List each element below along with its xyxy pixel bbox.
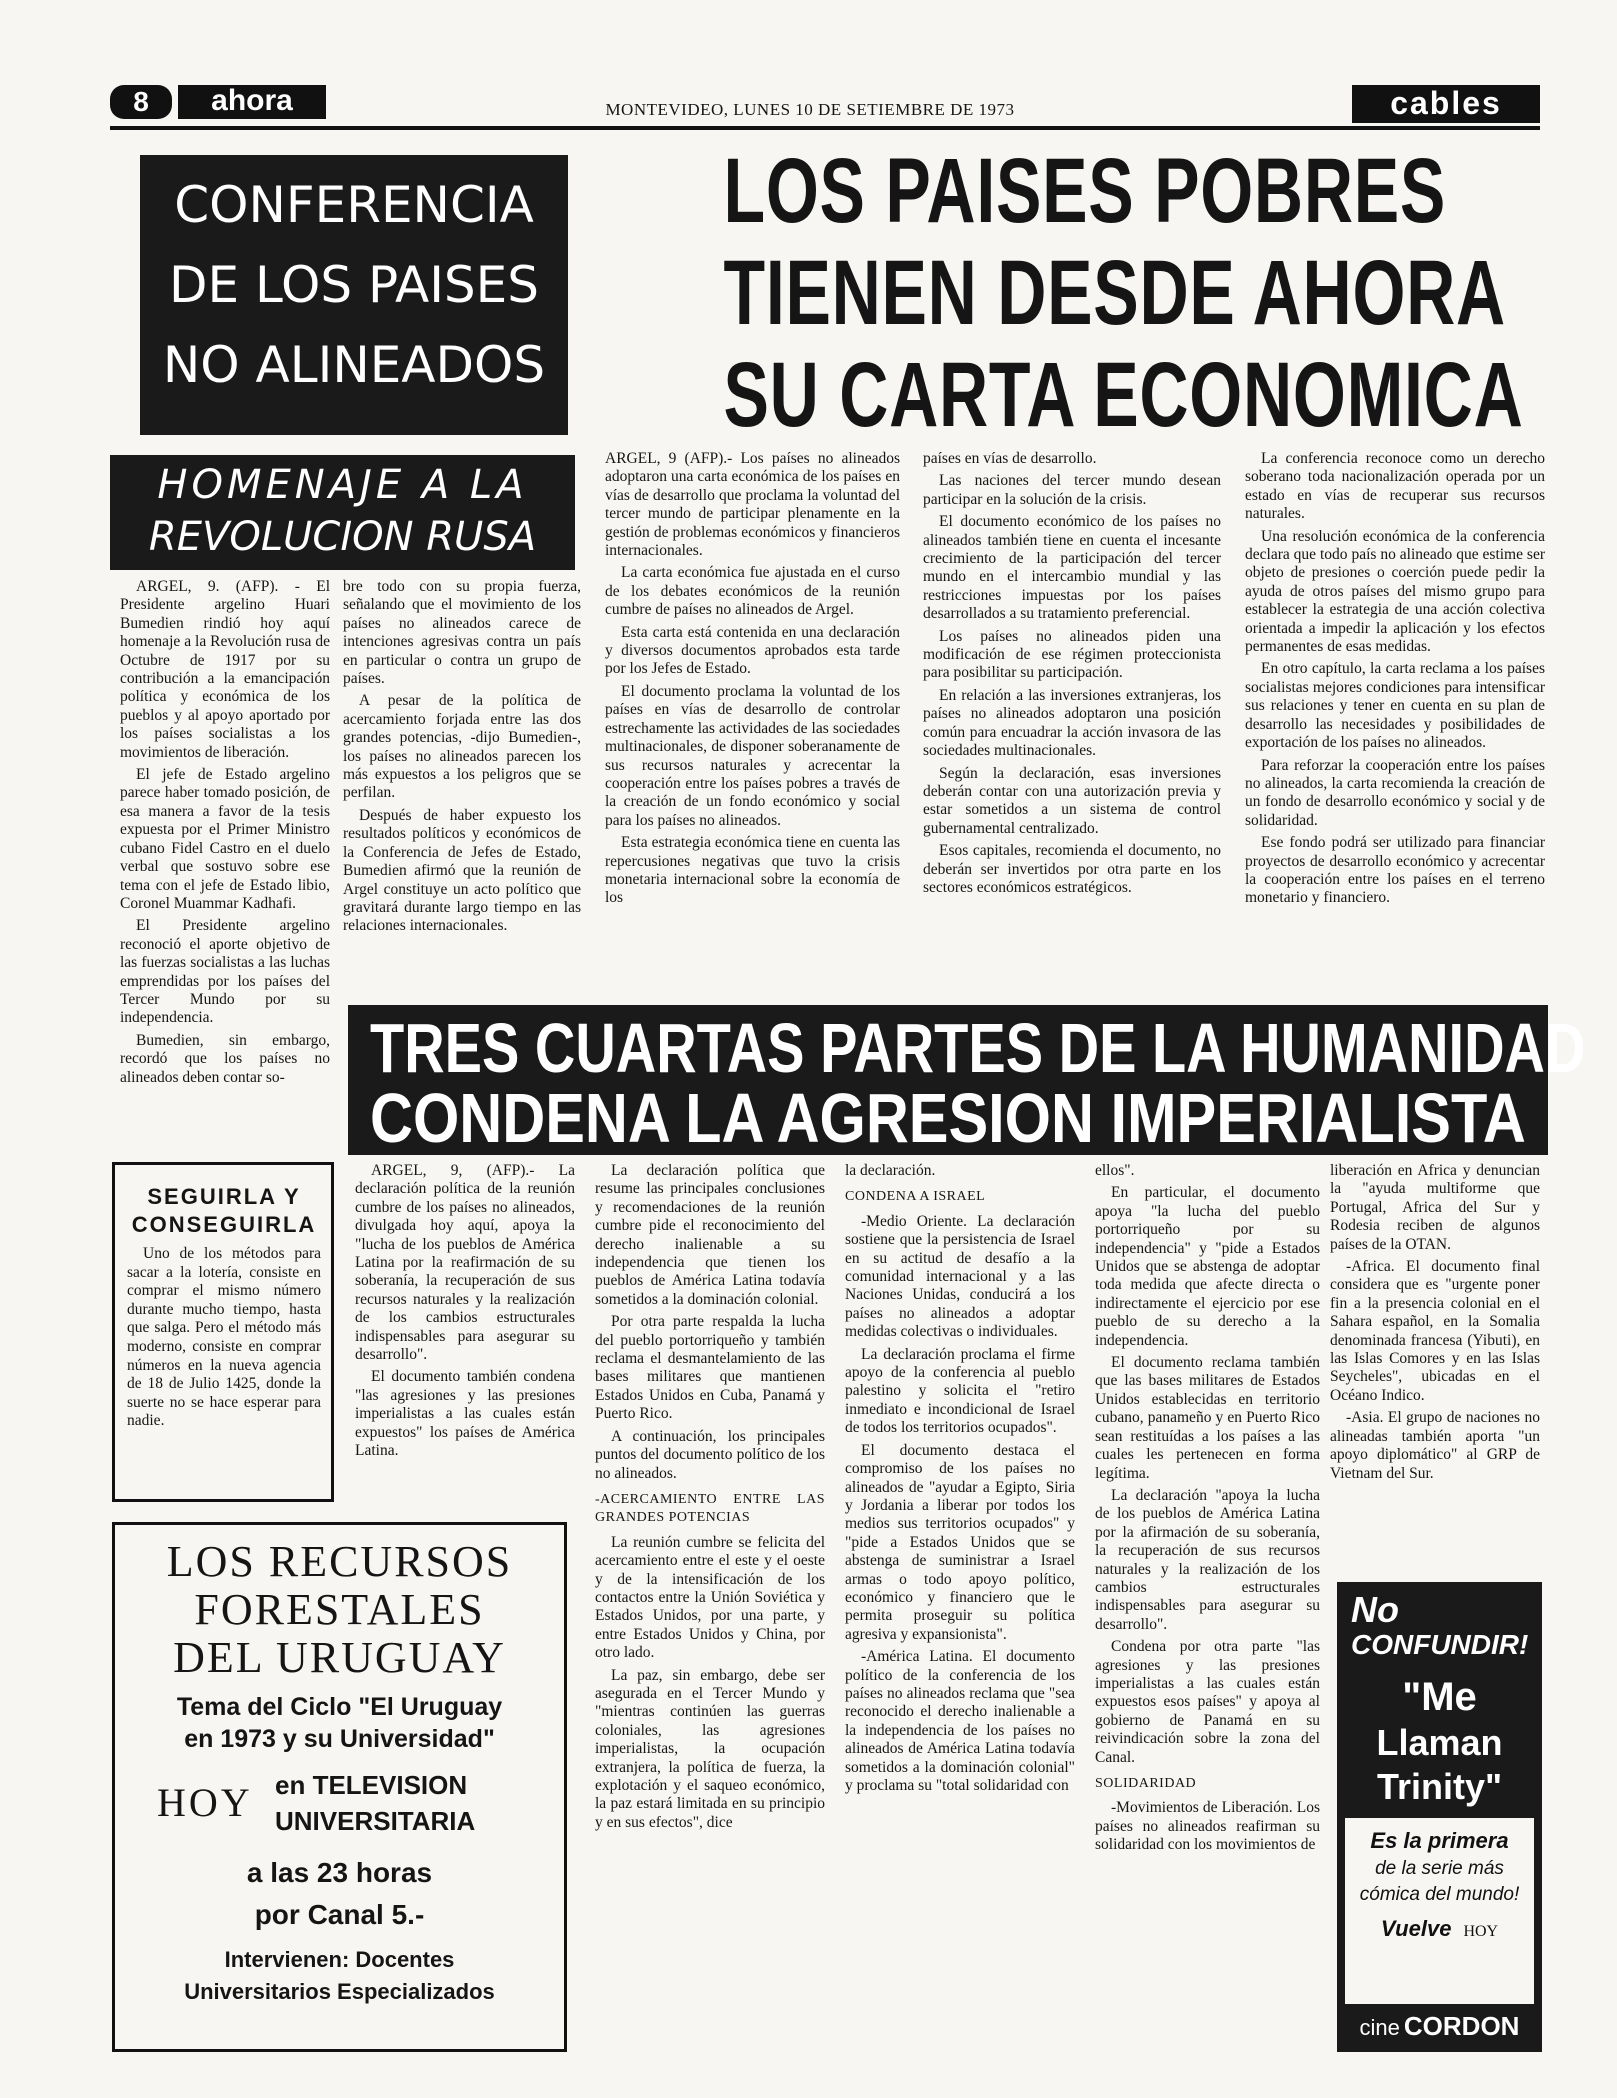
tres-cuartas-column-1 [355,1162,575,1522]
trinity-vuelve-line [1345,1914,1534,1947]
paragraph: liberación en Africa y denuncian la "ayuda multiforme que Portugal, Africa del Sur y Rodesia reciben de algunos países de la OTAN. [1330,1162,1540,1253]
recursos-canal: por Canal 5.- [254,1899,425,1930]
dateline: MONTEVIDEO, LUNES 10 DE SETIEMBRE DE 1973 [605,100,1015,119]
paragraph: La carta económica fue ajustada en el curso de los debates económicos de la reunión cumbre de países no alineados de Argel. [605,564,900,619]
paragraph: ellos". [1095,1162,1135,1179]
subhead-condena-israel: CONDENA A ISRAEL [845,1189,986,1205]
paragraph: El documento reclama también que las bases militares de Estados Unidos establecidas en territorio cubano, panameño y en Puerto Rico sean restituídas a los países a las cuales les pertenecen en forma legítima. [1095,1354,1320,1482]
trinity-hoy: HOY [1463,1923,1499,1940]
tres-cuartas-column-2 [595,1162,825,2052]
trinity-title: Trinity" [1376,1766,1503,1807]
paragraph: El documento proclama la voluntad de los países en vías de desarrollo de controlar estrechamente las actividades de las sociedades multinacionales, de disponer soberanamente de sus recursos naturales y acrecentar la cooperación entre los países pobres a través de la creación de un fondo económico y social para los países no alineados. [605,682,900,829]
paragraph: -Movimientos de Liberación. Los países no alineados reafirman su solidaridad con los movimientos de [1095,1799,1320,1854]
paragraph: países en vías de desarrollo. [923,450,1097,467]
trinity-no: No [1351,1589,1399,1630]
paragraph: Bumedien, sin embargo, recordó que los países no alineados deben contar so- [120,1031,330,1086]
paragraph: Después de haber expuesto los resultados políticos y económicos de la Conferencia de Jefes de Estado, Bumedien afirmó que la reunión de Argel constituye un acto político que gravitará durante largo tiempo en las relaciones internacionales. [343,806,581,935]
paragraph: Las naciones del tercer mundo desean participar en la solución de la crisis. [923,472,1221,508]
paragraph: El documento económico de los países no alineados también tiene en cuenta el incesante crecimiento de la participación del tercer mundo en el intercambio mundial y las restricciones impuestas por los países desarrollados a su tratamiento preferencial. [923,513,1221,623]
homenaje-headline-box [110,455,575,570]
paragraph: Esta estrategia económica tiene en cuenta las repercusiones negativas que tuvo la crisis monetaria internacional sobre la economía de los [605,834,900,907]
trinity-white-panel [1345,1818,1534,2004]
paragraph: En otro capítulo, la carta reclama a los países socialistas mejores condiciones para intensificar sus relaciones y tener en cuenta en su plan de desarrollo las necesidades y posibilidades de exportación de los países no alineados. [1245,660,1545,752]
homenaje-headline-1: HOMENAJE A LA [157,462,528,508]
trinity-cine-line [1337,2010,1542,2044]
trinity-confundir: CONFUNDIR! [1351,1629,1529,1660]
conference-title-box [140,155,568,435]
carta-column-2 [923,450,1221,995]
section-plate [1352,85,1540,123]
page-number: 8 [133,86,149,117]
paragraph: A pesar de la política de acercamiento forjada entre las dos grandes potencias, -dijo Bumedien-, los países no alineados parecen los más expuestos a los peligros que se perfilan. [343,692,581,802]
paragraph: Esos capitales, recomienda el documento, no deberán ser invertidos por otra parte en los sectores económicos estratégicos. [923,842,1221,896]
paragraph: ARGEL, 9. (AFP). - El Presidente argelino Huari Bumedien rindió hoy aquí homenaje a la Revolución rusa de Octubre de 1917 por su contribución a la emancipación política y económica de los pueblos y al apoyo aportado por los países socialistas a los movimientos de liberación. [120,578,330,761]
tres-cuartas-column-4 [1095,1162,1320,2052]
recursos-en-tv: en TELEVISION [275,1770,468,1800]
tres-cuartas-column-3 [845,1162,1075,2052]
trinity-es-3: cómica del mundo! [1359,1884,1520,1905]
paragraph: En relación a las inversiones extranjeras, los países no alineados adoptaron una posición común para encuadrar la acción invasora de las sociedades multinacionales. [923,686,1221,760]
carta-headline-2: TIENEN DESDE AHORA [723,242,1506,344]
carta-headline [600,140,1550,446]
trinity-cordon: CORDON [1403,2011,1520,2041]
seguirla-title-2: CONSEGUIRLA [131,1212,317,1237]
paragraph: La declaración "apoya la lucha de los pueblos de América Latina por la afirmación de su soberanía, la recuperación de sus recursos naturales y la realización de los cambios estructurales indispensables para asegurar su desarrollo". [1095,1486,1320,1633]
subhead-acercamiento: -ACERCAMIENTO ENTRE LAS GRANDES POTENCIAS [595,1491,825,1526]
subhead-solidaridad: SOLIDARIDAD [1095,1776,1197,1791]
recursos-forestales-ad [112,1522,567,2052]
paragraph: La declaración proclama el firme apoyo de la conferencia al pueblo palestino y solicita el "retiro inmediato e incondicional de Israel de todos los territorios ocupados". [845,1345,1075,1437]
paragraph: ARGEL, 9, (AFP).- La declaración política de la reunión cumbre de los países no alineados, divulgada hoy aquí, apoya la "lucha de los pueblos de América Latina por la reafirmación de su soberanía, la recuperación de sus recursos naturales y la realización de los cambios estructurales indispensables para asegurar su desarrollo". [355,1162,575,1364]
carta-column-1 [605,450,900,995]
paragraph: La reunión cumbre se felicita del acercamiento entre el este y el oeste y de la intensificación de los contactos entre la Unión Soviética y Estados Unidos, por una parte, y entre Estados Unidos y China, por otro lado. [595,1533,825,1662]
paragraph: -Asia. El grupo de naciones no alineadas también aporta "un apoyo diplomático" al GRP de Vietnam del Sur. [1330,1409,1540,1482]
recursos-univ: UNIVERSITARIA [275,1806,476,1836]
seguirla-body: Uno de los métodos para sacar a la lotería, consiste en comprar el mismo número durante mucho tiempo, hasta que salga. Pero el método más moderno, consiste en comprar números en la nueva agencia de 18 de Julio 1425, donde la suerte no se hace esperar para nadie. [127,1245,321,1430]
homenaje-column-1 [120,578,330,1158]
paragraph: El documento también condena "las agresiones y las presiones imperialistas a las cuales están expuestos" los países de América Latina. [355,1368,575,1460]
recursos-interv: Intervienen: Docentes [224,1947,455,1972]
recursos-line-3: DEL URUGUAY [173,1633,506,1682]
paragraph: La paz, sin embargo, debe ser asegurada en el Tercer Mundo y "mientras continúen las guerras coloniales, las agresiones imperialistas, la ocupación extranjera, la política de fuerza, la explotación y el saqueo económico, la paz estará limitada en su principio y en sus efectos", dice [595,1666,825,1831]
paragraph: -Africa. El documento final considera que es "urgente poner fin a la presencia colonial en el Sahara español, en la Somalia denominada francesa (Yibuti), en las Islas Comores y en las Islas Seycheles", ubicadas en el Océano Indico. [1330,1258,1540,1404]
paragraph: bre todo con su propia fuerza, señalando que el movimiento de los países no alineados carece de intenciones agresivas contra un país en particular o contra un grupo de países. [343,578,581,688]
paragraph: Para reforzar la cooperación entre los países no alineados, la carta recomienda la creación de un fondo de desarrollo económico y social y de solidaridad. [1245,756,1545,829]
paragraph: La declaración política que resume las principales conclusiones y recomendaciones de la reunión cumbre pide el reconocimiento del derecho inalienable a su independencia que tienen los pueblos de América Latina todavía sometidos a la dominación colonial. [595,1162,825,1308]
trinity-cine: cine [1359,2015,1400,2040]
paragraph: El jefe de Estado argelino parece haber tomado posición, de esa manera a favor de la tesis expuesta por el Primer Ministro cubano Fidel Castro en el duelo verbal que sostuvo sobre ese tema con el jefe de Estado libio, Coronel Muammar Kadhafi. [120,766,330,912]
masthead-rule [110,126,1540,130]
tres-cuartas-column-5 [1330,1162,1540,1612]
paragraph: la declaración. [845,1162,936,1179]
paragraph: -Medio Oriente. La declaración sostiene que la persistencia de Israel en su actitud de desafío a la comunidad internacional y a las Naciones Unidas, conducirá a los países no alineados a adoptar medidas colectivas o individuales. [845,1212,1075,1341]
trinity-ad [1337,1582,1542,2052]
carta-column-3 [1245,450,1545,995]
trinity-es-2: de la serie más [1375,1858,1504,1879]
paragraph: La conferencia reconoce como un derecho soberano toda nacionalización operada por un estado en vías de recuperar sus recursos naturales. [1245,450,1545,523]
paragraph: En particular, el documento apoya "la lucha del pueblo portorriqueño por su independencia" y "pide a Estados Unidos que se abstenga de adoptar toda medida que afecte directa o indirectamente el ejercicio por ese pueblo de su derecho a la independencia. [1095,1184,1320,1349]
paragraph: Una resolución económica de la conferencia declara que todo país no alineado que estime ser objeto de presiones o coerción puede pedir la ayuda de otros países del mismo grupo para establecer la estrategia de una acción colectiva orientada a impedir la aplicación y los efectos permanentes de esas medidas. [1245,527,1545,656]
homenaje-headline-2: REVOLUCION RUSA [148,514,537,560]
recursos-line-4: Tema del Ciclo "El Uruguay [176,1693,503,1721]
tres-cuartas-headline-box [348,1005,1586,1157]
recursos-line-1: LOS RECURSOS [166,1537,513,1586]
trinity-llaman: Llaman [1376,1722,1503,1763]
trinity-es-1: Es la primera [1370,1828,1509,1853]
paper-name-plate [178,85,326,119]
conference-line-2: DE LOS PAISES [168,256,540,314]
recursos-line-2: FORESTALES [194,1585,485,1634]
tres-cuartas-headline-2: CONDENA LA AGRESION IMPERIALISTA [370,1079,1526,1157]
conference-line-3: NO ALINEADOS [162,336,546,394]
paragraph: A continuación, los principales puntos del documento político de los no alineados. [595,1427,825,1482]
paragraph: Ese fondo podrá ser utilizado para financiar proyectos de desarrollo económico y acrecentar la cooperación entre los países en el terreno monetario y financiero. [1245,834,1545,907]
paragraph: El Presidente argelino reconoció el aporte objetivo de las fuerzas socialistas a las luchas emprendidas por los países del Tercer Mundo por su independencia. [120,917,330,1027]
page-number-badge [110,85,172,119]
paragraph: -América Latina. El documento político de la conferencia de los países no alineados reclama que "sea reconocido el derecho inalienable a la independencia de los países no alineados de América Latina todavía sometidos a la dominación colonial" y proclama su "total solidaridad con [845,1648,1075,1794]
homenaje-column-2 [343,578,581,998]
section-name: cables [1390,85,1502,121]
paragraph: El documento destaca el compromiso de los países no alineados de "ayudar a Egipto, Siria y Jordania a liberar por todos los medios sus territorios ocupados" y "pide a Estados Unidos que se abstenga de suministrar a Israel armas o todo apoyo político, económico y financiero que le permita proseguir su política agresiva y expansionista". [845,1441,1075,1643]
seguirla-box [112,1162,334,1502]
paragraph: Condena por otra parte "las agresiones y las presiones imperialistas a las cuales están expuestos esos países" y apoya al gobierno de Panamá en su reivindicación sobre la zona del Canal. [1095,1638,1320,1766]
paragraph: Esta carta está contenida en una declaración y diversos documentos aprobados esta tarde por los Jefes de Estado. [605,623,900,678]
trinity-me: "Me [1402,1675,1477,1719]
recursos-line-5: en 1973 y su Universidad" [184,1725,495,1753]
carta-headline-1: LOS PAISES POBRES [723,140,1447,242]
paper-name: ahora [211,84,293,117]
trinity-vuelve: Vuelve [1380,1916,1452,1941]
conference-line-1: CONFERENCIA [174,176,534,234]
recursos-espec: Universitarios Especializados [184,1979,495,2004]
tres-cuartas-headline-1: TRES CUARTAS PARTES DE LA HUMANIDAD [370,1009,1586,1087]
paragraph: Los países no alineados piden una modificación de ese régimen proteccionista para posibilitar su participación. [923,627,1221,682]
recursos-hoy: HOY [157,1780,253,1825]
paragraph: Según la declaración, esas inversiones deberán contar con una autorización previa y estar sometidos a un sistema de control gubernamental centralizado. [923,764,1221,837]
recursos-hora: a las 23 horas [246,1857,433,1888]
paragraph: Por otra parte respalda la lucha del pueblo portorriqueño y también reclama el desmantelamiento de las bases militares que mantienen Estados Unidos en Cuba, Panamá y Puerto Rico. [595,1313,825,1423]
seguirla-title-1: SEGUIRLA Y [147,1184,301,1209]
paragraph: ARGEL, 9 (AFP).- Los países no alineados adoptaron una carta económica de los países en vías de desarrollo que proclama la voluntad del tercer mundo de participar plenamente en la gestión de problemas económicos y financieros internacionales. [605,450,900,560]
carta-headline-3: SU CARTA ECONOMICA [723,344,1524,446]
